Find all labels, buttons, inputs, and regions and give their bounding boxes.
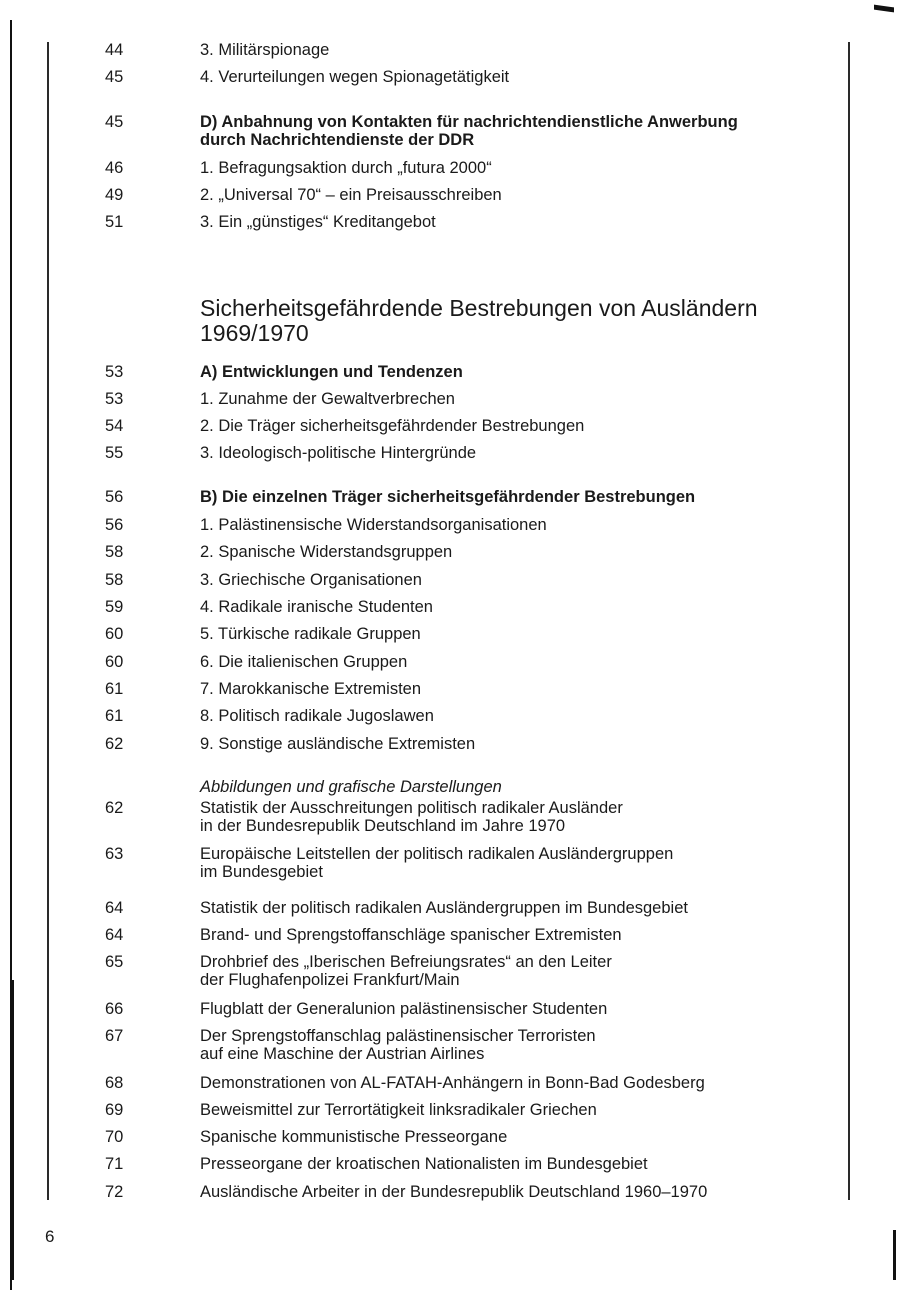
toc-entry-text [200,516,800,534]
toc-entry-text [200,799,800,835]
section-heading-line-2: 1969/1970 [200,320,309,346]
toc-entry-text [200,899,800,917]
toc-page-number: 44 [105,41,124,59]
right-scan-edge [893,1230,896,1280]
toc-page-number: 72 [105,1183,124,1201]
toc-entry-line: Spanische kommunistische Presseorgane [200,1128,508,1146]
toc-entry-text [200,1128,800,1146]
toc-entry-text [200,735,800,753]
toc-page-number: 45 [105,113,124,131]
toc-entry-line: Ausländische Arbeiter in der Bundesrepublik Deutschland 1960–1970 [200,1183,708,1201]
toc-page-number: 71 [105,1155,124,1173]
toc-entry-line: 2. Die Träger sicherheitsgefährdender Bestrebungen [200,417,585,435]
toc-page-number: 66 [105,1000,124,1018]
toc-page-number: 62 [105,799,124,817]
toc-page-number: 61 [105,707,124,725]
toc-page-number: 45 [105,68,124,86]
toc-entry-text [200,68,800,86]
toc-page-number: 49 [105,186,124,204]
toc-page-number: 62 [105,735,124,753]
toc-entry-text [200,1000,800,1018]
toc-page-number: 56 [105,488,124,506]
toc-entry-text [200,653,800,671]
toc-entry-text [200,598,800,616]
left-scan-edge-dark [10,980,14,1280]
toc-entry-line: 4. Verurteilungen wegen Spionagetätigkeit [200,68,510,86]
toc-entry-line: Statistik der politisch radikalen Ausländergruppen im Bundesgebiet [200,899,688,917]
toc-entry-text [200,926,800,944]
toc-entry-text [200,1155,800,1173]
toc-page-number: 60 [105,653,124,671]
toc-entry-text [200,953,800,989]
toc-entry-line: 3. Griechische Organisationen [200,571,422,589]
toc-entry-text [200,213,800,231]
toc-page-number: 67 [105,1027,124,1045]
toc-entry-line: im Bundesgebiet [200,863,323,881]
toc-entry-line: Brand- und Sprengstoffanschläge spanischer Extremisten [200,926,622,944]
toc-entry-line: Demonstrationen von AL-FATAH-Anhängern in Bonn-Bad Godesberg [200,1074,705,1092]
toc-entry-line: Flugblatt der Generalunion palästinensischer Studenten [200,1000,608,1018]
toc-page-number: 69 [105,1101,124,1119]
toc-entry-text [200,1101,800,1119]
toc-entry-line: 3. Ein „günstiges“ Kreditangebot [200,213,436,231]
toc-entry-text [200,113,800,149]
corner-mark [874,5,894,13]
toc-entry-line: 7. Marokkanische Extremisten [200,680,422,698]
toc-entry-text [200,1183,800,1201]
toc-entry-line: B) Die einzelnen Träger sicherheitsgefährdender Bestrebungen [200,488,696,506]
toc-entry-line: 4. Radikale iranische Studenten [200,598,433,616]
toc-entry-text [200,707,800,725]
toc-page-number: 64 [105,926,124,944]
toc-entry-line: der Flughafenpolizei Frankfurt/Main [200,971,460,989]
toc-entry-line: auf eine Maschine der Austrian Airlines [200,1045,485,1063]
toc-page-number: 61 [105,680,124,698]
toc-page-number: 58 [105,543,124,561]
toc-entry-line: Beweismittel zur Terrortätigkeit linksradikaler Griechen [200,1101,597,1119]
toc-entry-line: 6. Die italienischen Gruppen [200,653,408,671]
toc-entry-text [200,417,800,435]
toc-entry-line: Der Sprengstoffanschlag palästinensischer Terroristen [200,1027,596,1045]
toc-entry-line: Presseorgane der kroatischen Nationalisten im Bundesgebiet [200,1155,648,1173]
toc-entry-text [200,543,800,561]
toc-entry-text [200,186,800,204]
toc-page-number: 60 [105,625,124,643]
toc-page-number: 58 [105,571,124,589]
toc-page-number: 70 [105,1128,124,1146]
toc-page-number: 46 [105,159,124,177]
toc-entry-line: in der Bundesrepublik Deutschland im Jahre 1970 [200,817,566,835]
toc-entry-line: 1. Befragungsaktion durch „futura 2000“ [200,159,492,177]
toc-page-number: 59 [105,598,124,616]
page-number: 6 [45,1227,55,1246]
toc-entry-line: 8. Politisch radikale Jugoslawen [200,707,434,725]
toc-entry-text [200,363,800,381]
toc-entry-line: Europäische Leitstellen der politisch radikalen Ausländergruppen [200,845,674,863]
toc-entry-text [200,845,800,881]
toc-entry-text [200,1027,800,1063]
toc-entry-line: A) Entwicklungen und Tendenzen [200,363,463,381]
toc-entry-text [200,571,800,589]
toc-entry-text [200,1074,800,1092]
toc-page-number: 68 [105,1074,124,1092]
toc-entry-line: Drohbrief des „Iberischen Befreiungsrates“ an den Leiter [200,953,612,971]
toc-page-number: 54 [105,417,124,435]
toc-entry-line: 1. Zunahme der Gewaltverbrechen [200,390,455,408]
section-heading-line-1: Sicherheitsgefährdende Bestrebungen von Ausländern [200,295,758,321]
toc-page-number: 56 [105,516,124,534]
toc-entry-text [200,41,800,59]
toc-page-number: 65 [105,953,124,971]
toc-entry-text [200,159,800,177]
toc-entry-line: durch Nachrichtendienste der DDR [200,131,475,149]
toc-entry-text [200,444,800,462]
toc-entry-line: Statistik der Ausschreitungen politisch radikaler Ausländer [200,799,623,817]
figures-subheading: Abbildungen und grafische Darstellungen [200,778,502,796]
toc-entry-text [200,390,800,408]
toc-entry-line: 9. Sonstige ausländische Extremisten [200,735,476,753]
toc-page-number: 53 [105,363,124,381]
toc-entry-text [200,625,800,643]
toc-entry-line: 1. Palästinensische Widerstandsorganisationen [200,516,547,534]
toc-entry-line: 2. „Universal 70“ – ein Preisausschreiben [200,186,502,204]
right-margin-rule [848,42,850,1200]
toc-entry-text [200,488,800,506]
toc-page-number: 55 [105,444,124,462]
left-margin-rule [47,42,49,1200]
toc-entry-line: 2. Spanische Widerstandsgruppen [200,543,453,561]
toc-page-number: 63 [105,845,124,863]
toc-entry-line: 3. Ideologisch-politische Hintergründe [200,444,477,462]
toc-page-number: 53 [105,390,124,408]
toc-entry-line: D) Anbahnung von Kontakten für nachrichtendienstliche Anwerbung [200,113,738,131]
toc-entry-line: 5. Türkische radikale Gruppen [200,625,421,643]
section-heading [200,296,840,346]
toc-entry-line: 3. Militärspionage [200,41,330,59]
toc-page-number: 64 [105,899,124,917]
toc-page-number: 51 [105,213,124,231]
toc-entry-text [200,680,800,698]
